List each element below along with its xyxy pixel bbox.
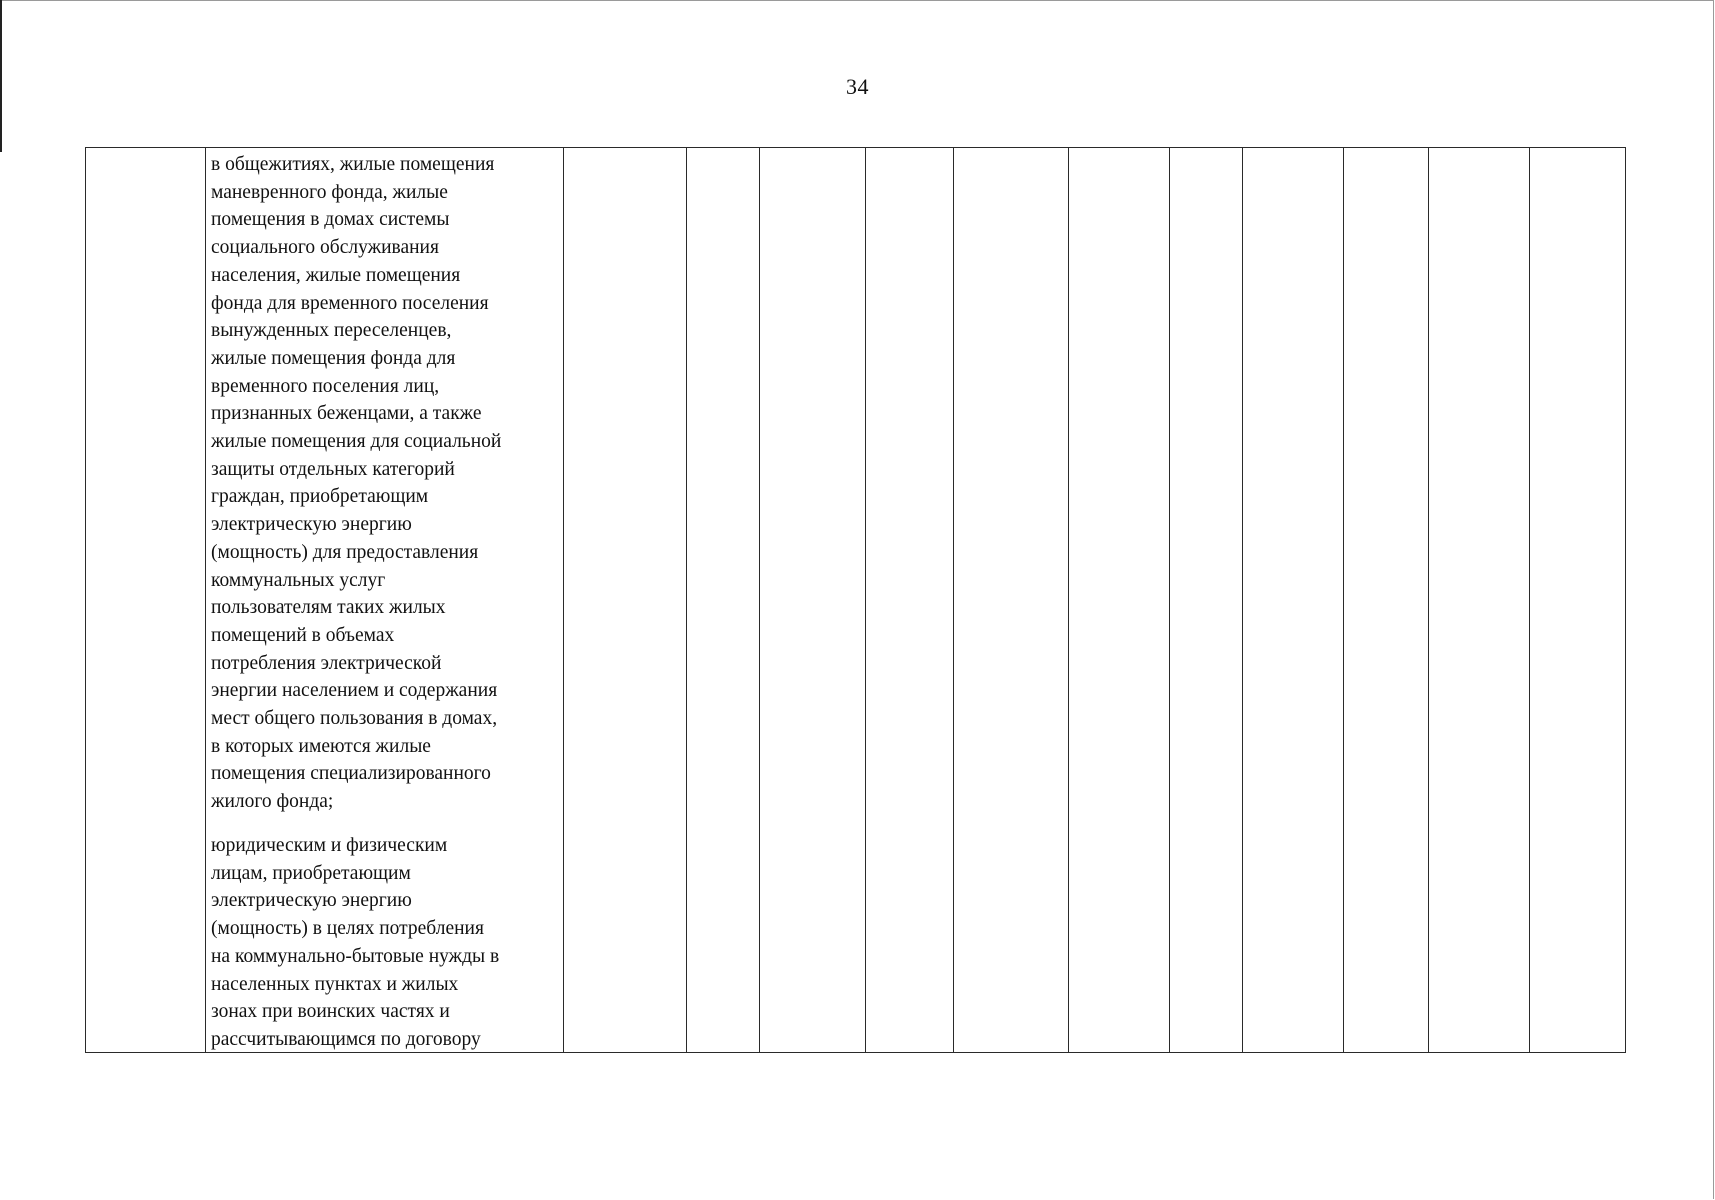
text-line: признанных беженцами, а также bbox=[211, 403, 482, 425]
column-divider bbox=[1428, 148, 1429, 1052]
column-divider bbox=[1169, 148, 1170, 1052]
text-line: коммунальных услуг bbox=[211, 569, 386, 591]
column-divider bbox=[205, 148, 206, 1052]
text-line: социального обслуживания bbox=[211, 237, 439, 259]
text-line: электрическую энергию bbox=[211, 890, 412, 912]
data-table bbox=[85, 147, 1626, 1053]
description-paragraph-1 bbox=[211, 151, 561, 816]
text-line: помещения в домах системы bbox=[211, 209, 450, 231]
column-divider bbox=[1242, 148, 1243, 1052]
text-line: потребления электрической bbox=[211, 652, 442, 674]
column-divider bbox=[1343, 148, 1344, 1052]
text-line: маневренного фонда, жилые bbox=[211, 181, 448, 203]
text-line: временного поселения лиц, bbox=[211, 375, 440, 397]
text-line: зонах при воинских частях и bbox=[211, 1001, 450, 1023]
text-line: (мощность) для предоставления bbox=[211, 541, 479, 563]
text-line: населения, жилые помещения bbox=[211, 264, 461, 286]
text-line: защиты отдельных категорий bbox=[211, 458, 455, 480]
text-line: жилые помещения для социальной bbox=[211, 431, 502, 453]
text-line: жилого фонда; bbox=[211, 791, 334, 813]
text-line: жилые помещения фонда для bbox=[211, 347, 456, 369]
column-divider bbox=[759, 148, 760, 1052]
description-paragraph-2 bbox=[211, 832, 561, 1054]
column-divider bbox=[563, 148, 564, 1052]
column-divider bbox=[865, 148, 866, 1052]
text-line: на коммунально-бытовые нужды в bbox=[211, 945, 500, 967]
text-line: вынужденных переселенцев, bbox=[211, 320, 452, 342]
text-line: помещения специализированного bbox=[211, 763, 491, 785]
text-line: населенных пунктах и жилых bbox=[211, 973, 459, 995]
column-divider bbox=[1068, 148, 1069, 1052]
text-line: лицам, приобретающим bbox=[211, 862, 411, 884]
text-line: электрическую энергию bbox=[211, 514, 412, 536]
text-line: в которых имеются жилые bbox=[211, 735, 431, 757]
text-line: юридическим и физическим bbox=[211, 835, 448, 856]
text-line: (мощность) в целях потребления bbox=[211, 918, 484, 940]
text-line: фонда для временного поселения bbox=[211, 292, 489, 314]
text-line: мест общего пользования в домах, bbox=[211, 708, 498, 730]
text-line: пользователям таких жилых bbox=[211, 597, 446, 619]
text-line: рассчитывающимся по договору bbox=[211, 1028, 481, 1050]
text-line: граждан, приобретающим bbox=[211, 486, 429, 508]
text-line: помещений в объемах bbox=[211, 624, 395, 646]
column-divider bbox=[1529, 148, 1530, 1052]
page-number: 34 bbox=[846, 74, 869, 99]
column-divider bbox=[686, 148, 687, 1052]
text-line: в общежитиях, жилые помещения bbox=[211, 154, 495, 175]
column-divider bbox=[953, 148, 954, 1052]
text-line: энергии населением и содержания bbox=[211, 680, 498, 702]
